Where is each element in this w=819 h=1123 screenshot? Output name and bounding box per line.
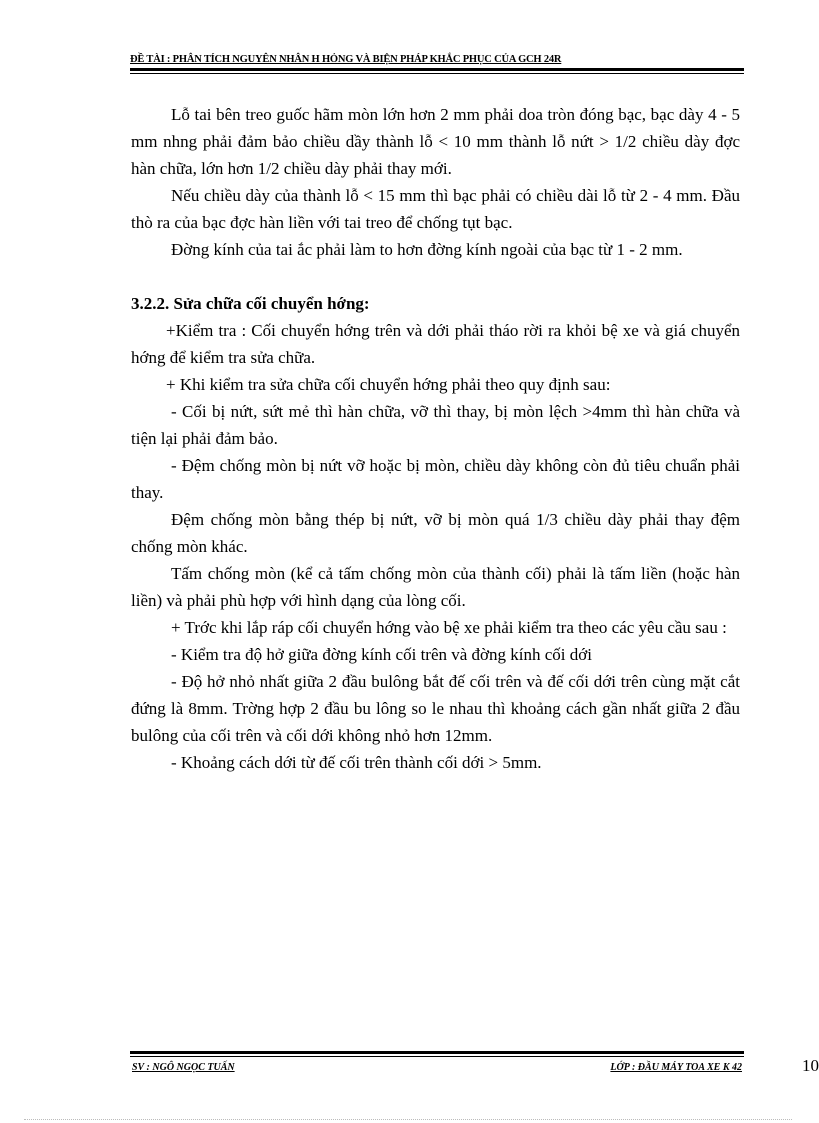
spacer bbox=[131, 263, 740, 290]
paragraph: + Khi kiểm tra sửa chữa cối chuyển hớng phải theo quy định sau: bbox=[166, 375, 611, 394]
paragraph: Nếu chiều dày của thành lỗ < 15 mm thì bạc phải có chiều dài lỗ từ 2 - 4 mm. Đầu thò ra của bạc đợc hàn liền với tai treo để chống tụt bạc. bbox=[131, 186, 740, 232]
paragraph: - Độ hở nhỏ nhất giữa 2 đầu bulông bắt đế cối trên và đế cối dới trên cùng mặt cắt đứng là 8mm. Trờng hợp 2 đầu bu lông so le nhau thì khoảng cách gần nhất giữa 2 đầu bulông của cối trên và cối dới không nhỏ hơn 12mm. bbox=[131, 672, 740, 745]
paragraph: Đờng kính của tai ắc phải làm to hơn đờng kính ngoài của bạc từ 1 - 2 mm. bbox=[171, 240, 683, 259]
page-number: 10 bbox=[802, 1056, 819, 1075]
paragraph: - Khoảng cách dới từ đế cối trên thành cối dới > 5mm. bbox=[171, 753, 542, 772]
paragraph: - Cối bị nứt, sứt mẻ thì hàn chữa, vỡ thì thay, bị mòn lệch >4mm thì hàn chữa và tiện lại phải đảm bảo. bbox=[131, 402, 740, 448]
footer-class: LỚP : ĐẦU MÁY TOA XE K 42 bbox=[610, 1062, 742, 1073]
footer-student: SV : NGÔ NGỌC TUẤN bbox=[132, 1062, 235, 1073]
paragraph: - Kiểm tra độ hở giữa đờng kính cối trên và đờng kính cối dới bbox=[171, 645, 592, 664]
paragraph: Tấm chống mòn (kể cả tấm chống mòn của thành cối) phải là tấm liền (hoặc hàn liền) và phải phù hợp với hình dạng của lòng cối. bbox=[131, 564, 740, 610]
paragraph: +Kiểm tra : Cối chuyển hớng trên và dới phải tháo rời ra khỏi bệ xe và giá chuyển hớng để kiểm tra sửa chữa. bbox=[131, 321, 740, 367]
paragraph: Đệm chống mòn bằng thép bị nứt, vỡ bị mòn quá 1/3 chiều dày phải thay đệm chống mòn khác. bbox=[131, 510, 740, 556]
page-bottom-border bbox=[24, 1119, 792, 1120]
footer-rule-thin bbox=[130, 1056, 744, 1057]
section-heading: 3.2.2. Sửa chữa cối chuyển hớng: bbox=[131, 294, 370, 313]
header-rule-thin bbox=[130, 73, 744, 74]
paragraph: + Trớc khi lắp ráp cối chuyển hớng vào bệ xe phải kiểm tra theo các yêu cầu sau : bbox=[171, 618, 727, 637]
footer-rule-thick bbox=[130, 1051, 744, 1054]
paragraph: - Đệm chống mòn bị nứt vỡ hoặc bị mòn, chiều dày không còn đủ tiêu chuẩn phải thay. bbox=[131, 456, 740, 502]
header-rule-thick bbox=[130, 68, 744, 71]
document-body bbox=[131, 101, 740, 776]
page-header-title: ĐỀ TÀI : PHÂN TÍCH NGUYÊN NHÂN H HỎNG VÀ BIỆN PHÁP KHẮC PHỤC CỦA GCH 24R bbox=[130, 54, 562, 65]
paragraph: Lỗ tai bên treo guốc hãm mòn lớn hơn 2 mm phải doa tròn đóng bạc, bạc dày 4 - 5 mm nhng phải đảm bảo chiều dầy thành lỗ < 10 mm thành lỗ nứt > 1/2 chiều dày đợc hàn chữa, lớn hơn 1/2 chiều dày phải thay mới. bbox=[131, 105, 740, 178]
